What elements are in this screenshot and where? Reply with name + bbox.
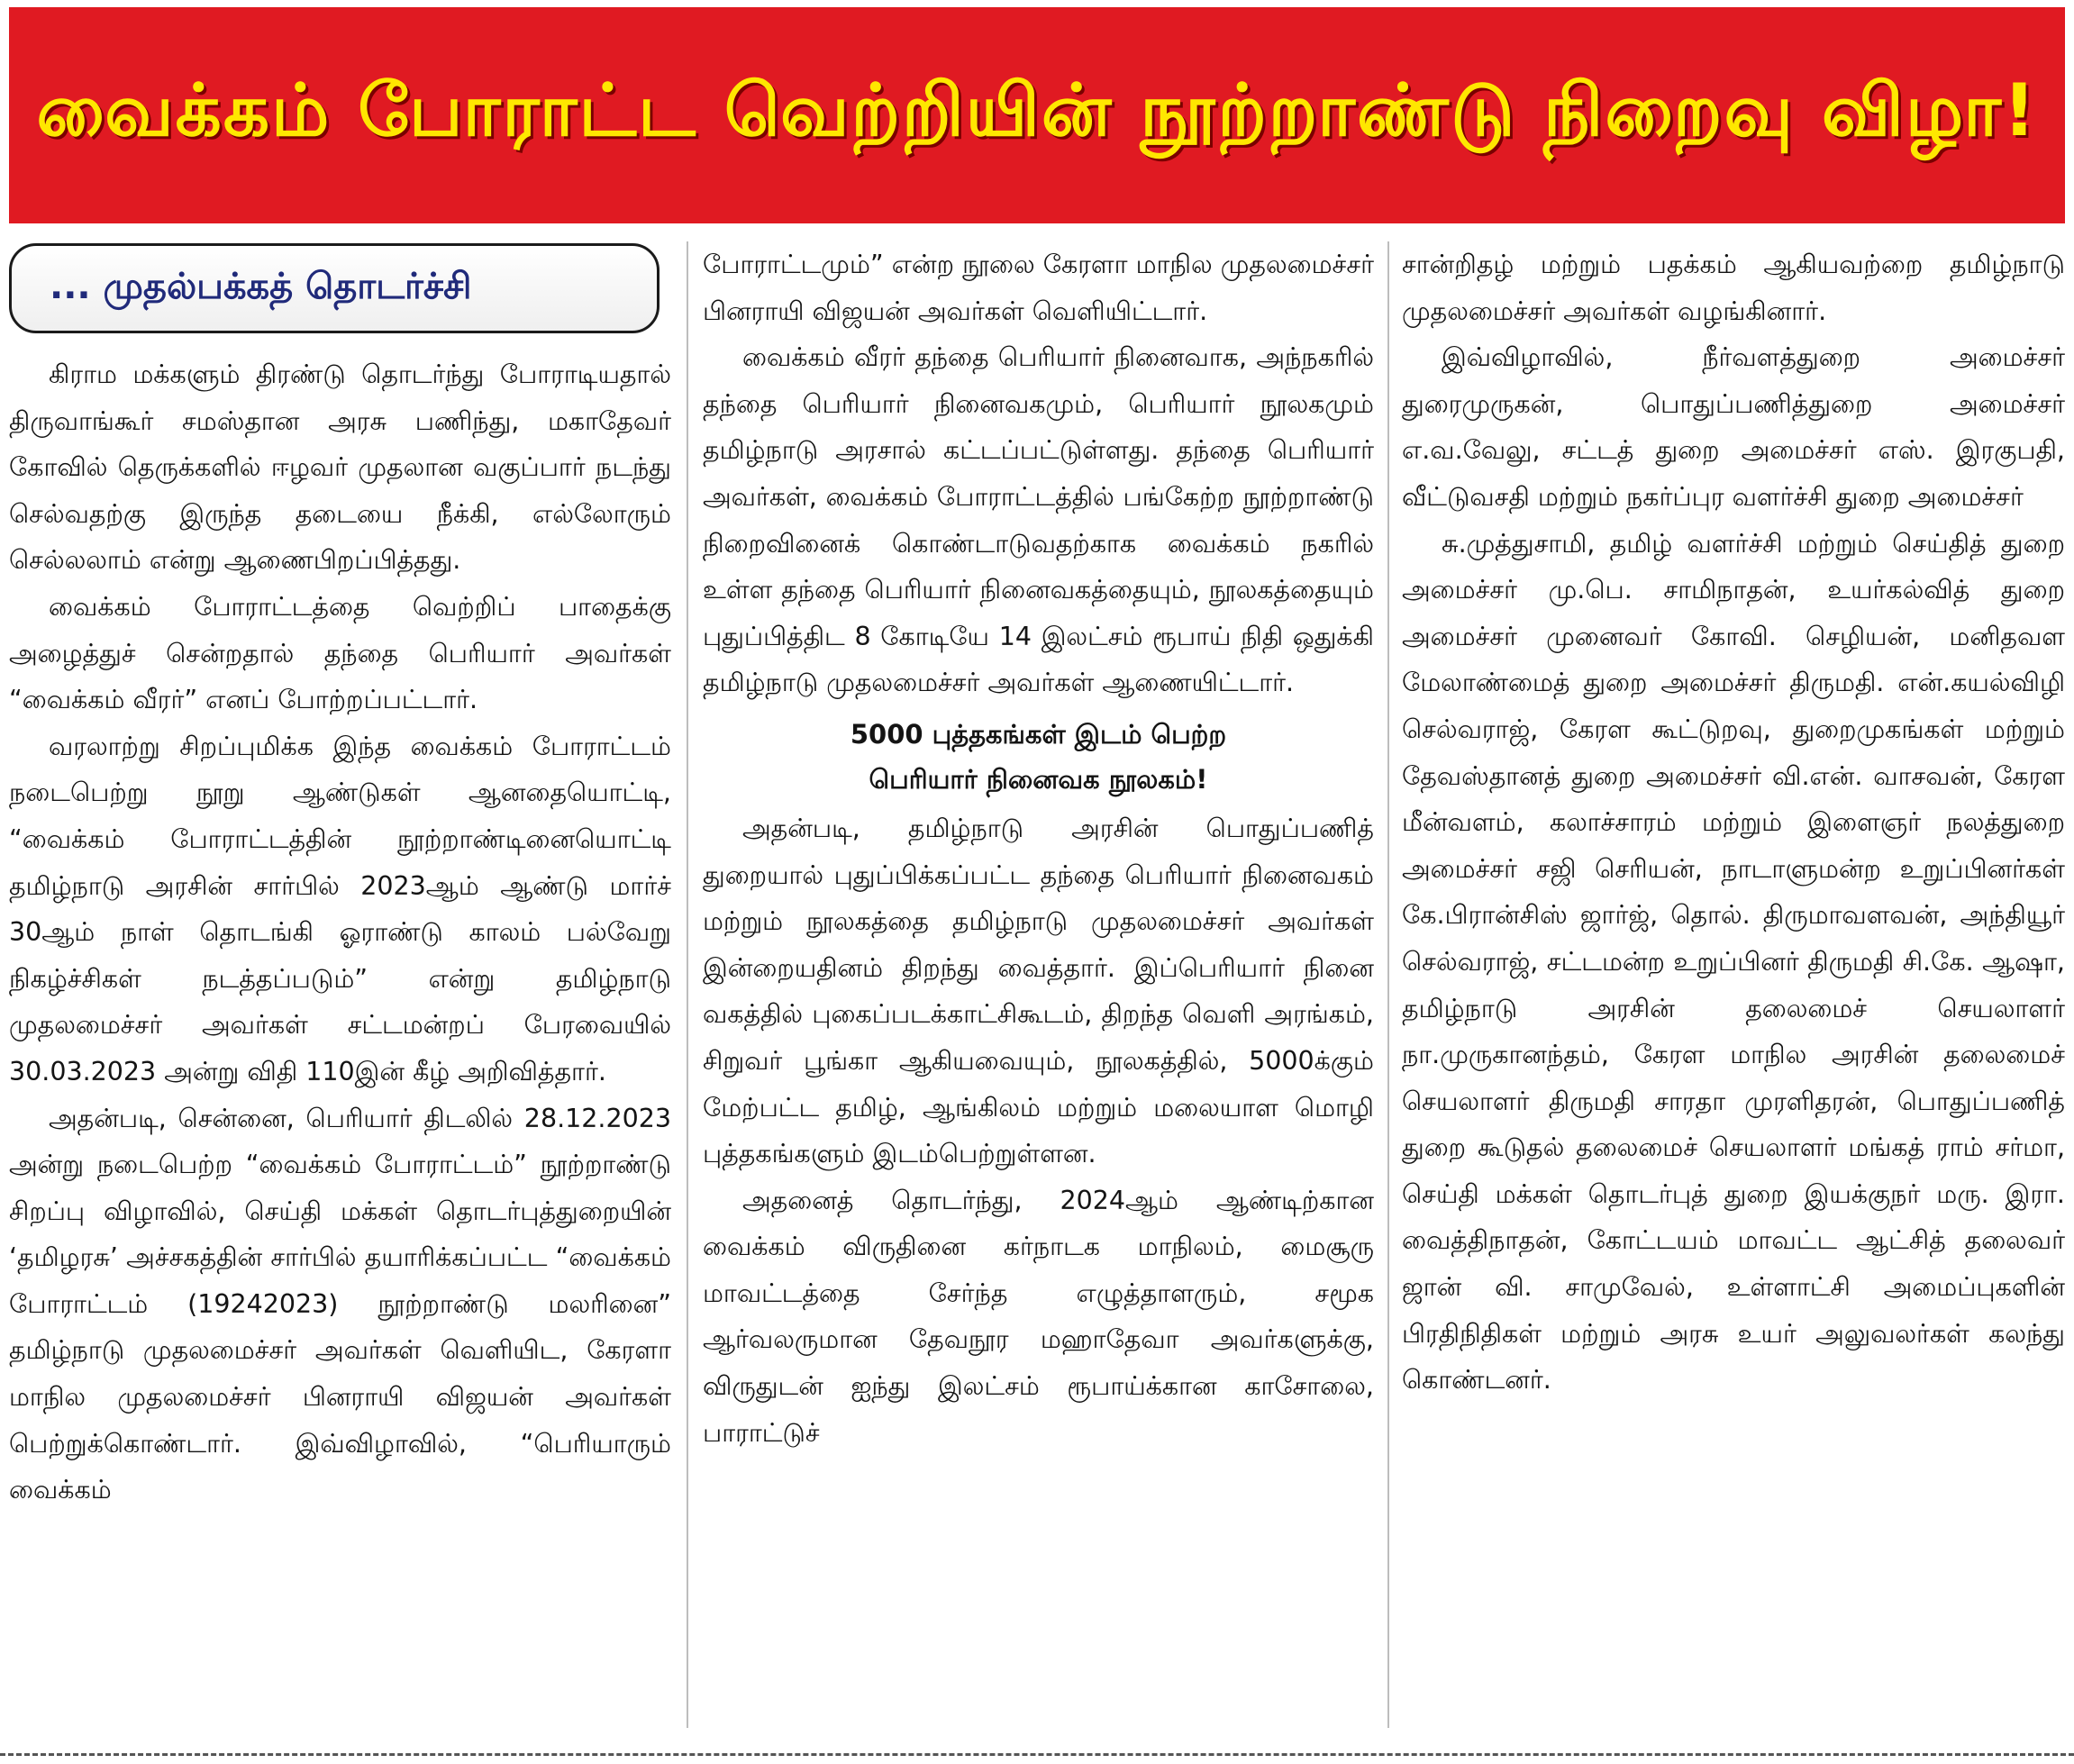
paragraph: வரலாற்று சிறப்புமிக்க இந்த வைக்கம் போராட்டம் நடைபெற்று நூறு ஆண்டுகள் ஆனதையொட்டி, “வைக்கம் போராட்டத்தின் நூற்றாண்டினையொட்டி தமிழ்நாடு அரசின் சார்பில் 2023ஆம் ஆண்டு மார்ச் 30ஆம் நாள் தொடங்கி ஓராண்டு காலம் பல்வேறு நிகழ்ச்சிகள் நடத்தப்படும்” என்று தமிழ்நாடு முதலமைச்சர் அவர்கள் சட்டமன்றப் பேரவையில் 30.03.2023 அன்று விதி 110இன் கீழ் அறிவித்தார். xyxy=(9,731,671,1087)
column-divider xyxy=(687,241,688,1728)
cut-line xyxy=(0,1753,2074,1756)
column-1 xyxy=(9,241,671,1728)
paragraph: கிராம மக்களும் திரண்டு தொடர்ந்து போராடியதால் திருவாங்கூர் சமஸ்தான அரசு பணிந்து, மகாதேவர் கோவில் தெருக்களில் ஈழவர் முதலான வகுப்பார் நடந்து செல்வதற்கு இருந்த தடையை நீக்கி, எல்லோரும் செல்லலாம் என்று ஆணைபிறப்பித்தது. xyxy=(9,359,671,576)
subheading-line-2: பெரியார் நினைவக நூலகம்! xyxy=(869,763,1208,795)
paragraph: வைக்கம் போராட்டத்தை வெற்றிப் பாதைக்கு அழைத்துச் சென்றதால் தந்தை பெரியார் அவர்கள் “வைக்கம் வீரர்” எனப் போற்றப்பட்டார். xyxy=(9,591,671,715)
paragraph: இவ்விழாவில், நீர்வளத்துறை அமைச்சர் துரைமுருகன், பொதுப்பணித்துறை அமைச்சர் எ.வ.வேலு, சட்டத் துறை அமைச்சர் எஸ். இரகுபதி, வீட்டுவசதி மற்றும் நகர்ப்புர வளர்ச்சி துறை அமைச்சர் xyxy=(1402,342,2065,512)
headline-banner xyxy=(9,7,2065,223)
column-2 xyxy=(703,241,1374,1728)
paragraph: சான்றிதழ் மற்றும் பதக்கம் ஆகியவற்றை தமிழ்நாடு முதலமைச்சர் அவர்கள் வழங்கினார். xyxy=(1402,250,2065,326)
paragraph: சு.முத்துசாமி, தமிழ் வளர்ச்சி மற்றும் செய்தித் துறை அமைச்சர் மு.பெ. சாமிநாதன், உயர்கல்வித் துறை அமைச்சர் முனைவர் கோவி. செழியன், மனிதவள மேலாண்மைத் துறை அமைச்சர் திருமதி. என்.கயல்விழி செல்வராஜ், கேரள கூட்டுறவு, துறைமுகங்கள் மற்றும் தேவஸ்தானத் துறை அமைச்சர் வி.என். வாசவன், கேரள மீன்வளம், கலாச்சாரம் மற்றும் இளைஞர் நலத்துறை அமைச்சர் சஜி செரியன், நாடாளுமன்ற உறுப்பினர்கள் கே.பிரான்சிஸ் ஜார்ஜ், தொல். திருமாவளவன், அந்தியூர் செல்வராஜ், சட்டமன்ற உறுப்பினர் திருமதி சி.கே. ஆஷா, தமிழ்நாடு அரசின் தலைமைச் செயலாளர் நா.முருகானந்தம், கேரள மாநில அரசின் தலைமைச் செயலாளர் திருமதி சாரதா முரளிதரன், பொதுப்பணித் துறை கூடுதல் தலைமைச் செயலாளர் மங்கத் ராம் சர்மா, செய்தி மக்கள் தொடர்புத் துறை இயக்குநர் மரு. இரா. வைத்திநாதன், கோட்டயம் மாவட்ட ஆட்சித் தலைவர் ஜான் வி. சாமுவேல், உள்ளாட்சி அமைப்புகளின் பிரதிநிதிகள் மற்றும் அரசு உயர் அலுவலர்கள் கலந்து கொண்டனர். xyxy=(1402,528,2065,1396)
subheading-line-1: 5000 புத்தகங்கள் இடம் பெற்ற xyxy=(850,718,1227,750)
column-3 xyxy=(1402,241,2065,1728)
headline: வைக்கம் போராட்ட வெற்றியின் நூற்றாண்டு நிறைவு விழா! xyxy=(36,68,2038,152)
paragraph: வைக்கம் வீரர் தந்தை பெரியார் நினைவாக, அந்நகரில் தந்தை பெரியார் நினைவகமும், பெரியார் நூலகமும் தமிழ்நாடு அரசால் கட்டப்பட்டுள்ளது. தந்தை பெரியார் அவர்கள், வைக்கம் போராட்டத்தில் பங்கேற்ற நூற்றாண்டு நிறைவினைக் கொண்டாடுவதற்காக வைக்கம் நகரில் உள்ள தந்தை பெரியார் நினைவகத்தையும், நூலகத்தையும் புதுப்பித்திட 8 கோடியே 14 இலட்சம் ரூபாய் நிதி ஒதுக்கி தமிழ்நாடு முதலமைச்சர் அவர்கள் ஆணையிட்டார். xyxy=(703,342,1374,698)
paragraph: அதனைத் தொடர்ந்து, 2024ஆம் ஆண்டிற்கான வைக்கம் விருதினை கர்நாடக மாநிலம், மைசூரு மாவட்டத்தை சேர்ந்த எழுத்தாளரும், சமூக ஆர்வலருமான தேவநூர மஹாதேவா அவர்களுக்கு, விருதுடன் ஐந்து இலட்சம் ரூபாய்க்கான காசோலை, பாராட்டுச் xyxy=(703,1185,1374,1448)
continuation-label: ... முதல்பக்கத் தொடர்ச்சி xyxy=(9,243,659,333)
paragraph: அதன்படி, சென்னை, பெரியார் திடலில் 28.12.2023 அன்று நடைபெற்ற “வைக்கம் போராட்டம்” நூற்றாண்டு சிறப்பு விழாவில், செய்தி மக்கள் தொடர்புத்துறையின் ‘தமிழரசு’ அச்சகத்தின் சார்பில் தயாரிக்கப்பட்ட “வைக்கம் போராட்டம் (19242023) நூற்றாண்டு மலரினை” தமிழ்நாடு முதலமைச்சர் அவர்கள் வெளியிட, கேரளா மாநில முதலமைச்சர் பினராயி விஜயன் அவர்கள் பெற்றுக்கொண்டார். இவ்விழாவில், “பெரியாரும் வைக்கம் xyxy=(9,1103,671,1505)
column-divider xyxy=(1387,241,1389,1728)
subheading xyxy=(703,712,1374,802)
paragraph: போராட்டமும்” என்ற நூலை கேரளா மாநில முதலமைச்சர் பினராயி விஜயன் அவர்கள் வெளியிட்டார். xyxy=(703,250,1374,326)
paragraph: அதன்படி, தமிழ்நாடு அரசின் பொதுப்பணித் துறையால் புதுப்பிக்கப்பட்ட தந்தை பெரியார் நினைவகம் மற்றும் நூலகத்தை தமிழ்நாடு முதலமைச்சர் அவர்கள் இன்றையதினம் திறந்து வைத்தார். இப்பெரியார் நினை வகத்தில் புகைப்படக்காட்சிகூடம், திறந்த வெளி அரங்கம், சிறுவர் பூங்கா ஆகியவையும், நூலகத்தில், 5000க்கும் மேற்பட்ட தமிழ், ஆங்கிலம் மற்றும் மலையாள மொழி புத்தகங்களும் இடம்பெற்றுள்ளன. xyxy=(703,813,1374,1169)
